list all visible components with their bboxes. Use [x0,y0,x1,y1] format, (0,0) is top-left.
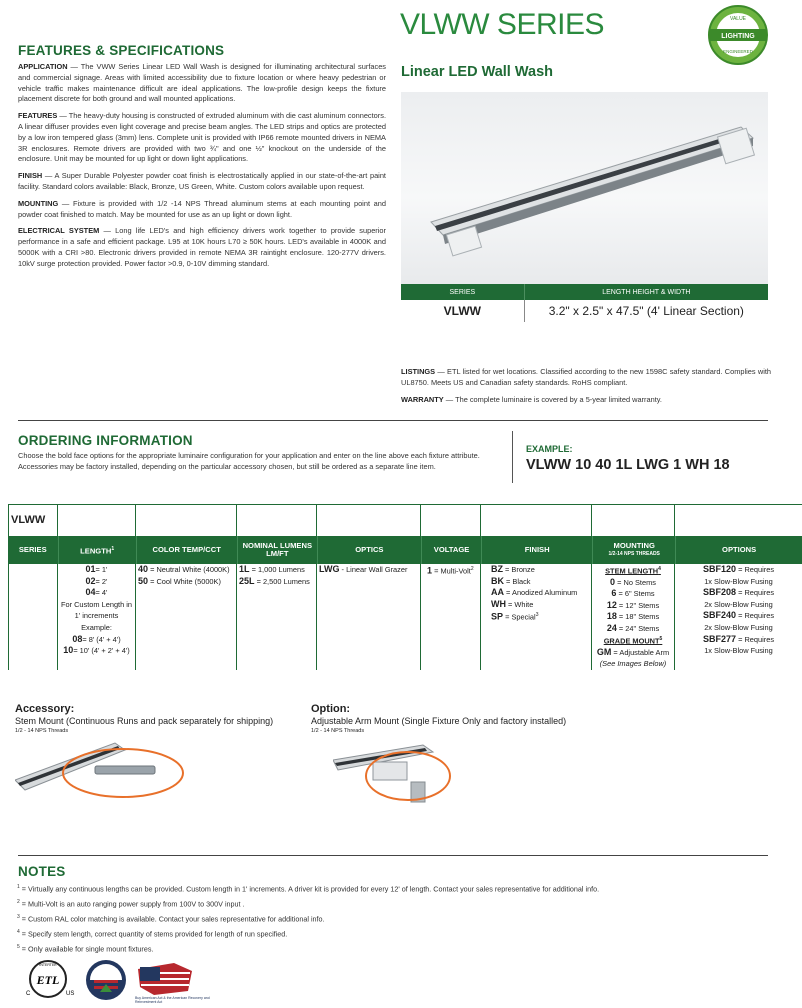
length-custom-note: 1' increments [74,611,119,621]
col-mounting: MOUNTING 1/2-14 NPS THREADS [593,536,676,564]
example-box [512,431,781,483]
order-blank-finish[interactable] [481,504,592,536]
accessory-thread: 1/2 - 14 NPS Threads [15,728,69,734]
spec-dimensions-value: 3.2" x 2.5" x 47.5" (4' Linear Section) [548,304,744,318]
option-title: Option: [311,703,351,715]
voltage-options [421,564,481,670]
badge-top-text: VALUE [729,16,747,22]
length-options [58,564,136,670]
col-finish: FINISH [482,536,593,564]
stem-length-title: STEM LENGTH$^4$ [605,566,661,576]
stem-mount-illustration [15,738,210,804]
notes-heading: NOTES [18,864,66,879]
col-lumens: NOMINAL LUMENS LM/FT [238,536,318,564]
product-subtitle: Linear LED Wall Wash [401,64,554,80]
spec-col-dimensions: LENGTH HEIGHT & WIDTH [602,288,691,296]
order-blank-lumens[interactable] [237,504,317,536]
option-item: SBF240 = Requires [702,610,775,621]
finish-option: BZ = Bronze [491,564,535,574]
options-list [675,564,802,670]
lumen-option: 25L = 2,500 Lumens [239,575,310,586]
option-item: SBF208 = Requires [702,587,775,598]
option-item-sub: 1x Slow-Blow Fusing [704,576,773,586]
option-desc: Adjustable Arm Mount (Single Fixture Only and factory installed) [311,716,567,726]
fixture-illustration [401,92,768,284]
spec-electrical: ELECTRICAL SYSTEM — Long life LED's and high efficiency drivers work together to provide superior performance in a safe and efficient package. L95 at 10K hours L70 ≥ 50K hours. LED's available in 4000K and 5000K with a CRI >80. Electronic drivers provided in remote NEMA 3R raintight enclosure. 120-277V drivers. 10kV surge protection provided. Power factor >0.9, 0-10V dimming standard. [18,226,386,268]
accessory-desc: Stem Mount (Continuous Runs and pack separately for shipping) [15,716,274,726]
order-blank-options[interactable] [675,504,802,536]
divider [18,855,768,856]
col-options: OPTIONS [722,545,757,554]
listings-text: LISTINGS — ETL listed for wet locations. Classified according to the new 1598C safety standard. Complies with UL8750. Meets US and Canadian safety standards. RoHS compliant. [401,367,771,387]
mounting-option: 12 = 12" Stems [606,599,660,610]
col-length: LENGTH$^1$ [59,536,137,564]
american-recovery-act-icon [134,957,198,1001]
mounting-option: 0 = No Stems [610,576,656,587]
order-blank-length[interactable] [58,504,136,536]
spec-application: APPLICATION — The VWW Series Linear LED Wall Wash is designed for illuminating architectural surfaces and commercial signage. Areas with limited accessibility due to fixture location or where heavy pedestrian or vehicle traffic makes maintenance difficult are ideal applications. The low-profile design keeps the fixture placement discrete for both ground and wall mounted applications. [18,62,386,104]
etl-listed-icon [18,957,78,1001]
order-options [8,564,802,670]
features-heading: FEATURES & SPECIFICATIONS [18,43,225,58]
divider [18,420,768,421]
finish-option: AA = Anodized Aluminum [491,587,578,598]
order-blank-color[interactable] [136,504,237,536]
example-label: EXAMPLE: [526,444,573,454]
mounting-option: 18 = 18" Stems [606,611,660,622]
etl-us-text: US [66,991,75,997]
spec-table-row [401,300,768,322]
spec-col-series: SERIES [401,284,525,300]
order-series-value: VLWW [8,504,58,536]
optics-option: LWG - Linear Wall Grazer [319,564,408,574]
series-title: VLWW SERIES [400,8,604,41]
finish-options [481,564,592,670]
value-lighting-badge [707,4,769,66]
order-blank-mounting[interactable] [592,504,675,536]
spec-table-header [401,284,768,300]
spec-features: FEATURES — The heavy-duty housing is constructed of extruded aluminum with die cast aluminum connectors. A linear diffuser provides even light coverage and precise beam angles. The LED strips and optics are protected by a low iron tempered glass (3mm) lens. Complete unit is provided with IP66 remote mounted drivers in NEMA 3R enclosures. Remote drivers are provided with two ¾" and one ½" knockout on the underside of the enclosure. Unit may be mounted for up light or down light applications. [18,111,386,164]
lumen-option: 1L = 1,000 Lumens [239,564,305,574]
series-options-cell [8,564,58,670]
mounting-options [592,564,675,670]
length-option: 04= 4' [85,587,108,598]
voltage-option: 1 = Multi-Volt$^2$ [427,565,474,576]
color-option: 40 = Neutral White (4000K) [138,564,230,574]
accessory-title: Accessory: [15,703,75,715]
note-item: $^1$ = Virtually any continuous lengths can be provided. Custom length in 1' increments. A driver kit is provided for every 12' of length. Contact your sales representative for additional info. [17,884,600,894]
etl-ring-text: INTERTEK [39,963,57,967]
length-option: 02= 2' [85,575,108,586]
buy-american-seal-icon [84,958,128,1002]
warranty-text: WARRANTY — The complete luminaire is covered by a 5-year limited warranty. [401,395,662,404]
ordering-heading: ORDERING INFORMATION [18,433,193,448]
note-item: $^3$ = Custom RAL color matching is available. Contact your sales representative for additional info. [17,914,325,924]
product-photo [401,92,768,284]
order-blank-voltage[interactable] [421,504,481,536]
length-custom-note: For Custom Length in [60,599,133,609]
grade-mount-option: GM = Adjustable Arm [596,646,670,657]
option-item: SBF277 = Requires [702,633,775,644]
mounting-option: 24 = 24" Stems [606,622,660,633]
example-value: VLWW 10 40 1L LWG 1 WH 18 [526,457,730,473]
order-entry-row [8,504,802,536]
order-table-header [8,536,802,564]
note-item: $^2$ = Multi-Volt is an auto ranging power supply from 100V to 300V input . [17,899,245,909]
mounting-option: 6 = 6" Stems [611,588,655,599]
grade-mount-title: GRADE MOUNT$^5$ [603,635,663,646]
adjustable-arm-illustration [333,740,503,806]
optics-options [317,564,421,670]
mounting-note: (See Images Below) [599,659,667,669]
spec-mounting: MOUNTING — Fixture is provided with 1/2 -14 NPS Thread aluminum stems at each mounting point and powder coat finished to match. May be mounted for use as an up light or down light. [18,198,386,219]
color-options [136,564,237,670]
option-item-sub: 2x Slow-Blow Fusing [704,599,773,609]
finish-option: BK = Black [491,575,531,586]
american-recovery-act-text: Buy American Act & the American Recovery and Reinvestment Act [135,996,210,1004]
option-item-sub: 1x Slow-Blow Fusing [704,646,773,656]
option-item-sub: 2x Slow-Blow Fusing [704,622,773,632]
finish-option: SP = Special$^3$ [491,611,539,622]
option-thread: 1/2 - 14 NPS Threads [311,728,365,734]
col-voltage: VOLTAGE [422,536,482,564]
order-blank-optics[interactable] [317,504,421,536]
note-item: $^4$ = Specify stem length, correct quantity of stems provided for length of run specified. [17,929,288,939]
spec-series-value: VLWW [401,300,525,322]
length-example: 08= 8' (4' + 4') [72,633,121,644]
etl-mark-text: ETL [36,973,60,987]
badge-bottom-text: ENGINEERED [723,49,753,54]
ordering-intro: Choose the bold face options for the appropriate luminaire configuration for your application and enter on the line above each fixture attribute. Accessories may be factory installed, depending on the particular accessory chosen, but still be ordered as a separate line item. [18,451,480,471]
length-example: 10= 10' (4' + 2' + 4') [63,645,130,656]
col-color-temp: COLOR TEMP/CCT [137,536,238,564]
color-option: 50 = Cool White (5000K) [138,575,221,586]
spec-finish: FINISH — A Super Durable Polyester powder coat finish is electrostatically applied in our state-of-the-art paint facility. Standard colors available: Black, Bronze, US Green, White. Custom colors available upon request. [18,171,386,191]
length-custom-note: Example: [81,622,112,632]
length-option: 01= 1' [85,564,108,574]
lumen-options [237,564,317,670]
spec-list [18,62,386,270]
finish-option: WH = White [491,598,534,609]
etl-c-text: C [26,991,31,997]
col-series: SERIES [8,536,59,564]
option-item: SBF120 = Requires [702,564,775,574]
note-item: $^5$ = Only available for single mount fixtures. [17,944,154,954]
col-optics: OPTICS [318,536,422,564]
badge-middle-text: LIGHTING [721,33,755,40]
